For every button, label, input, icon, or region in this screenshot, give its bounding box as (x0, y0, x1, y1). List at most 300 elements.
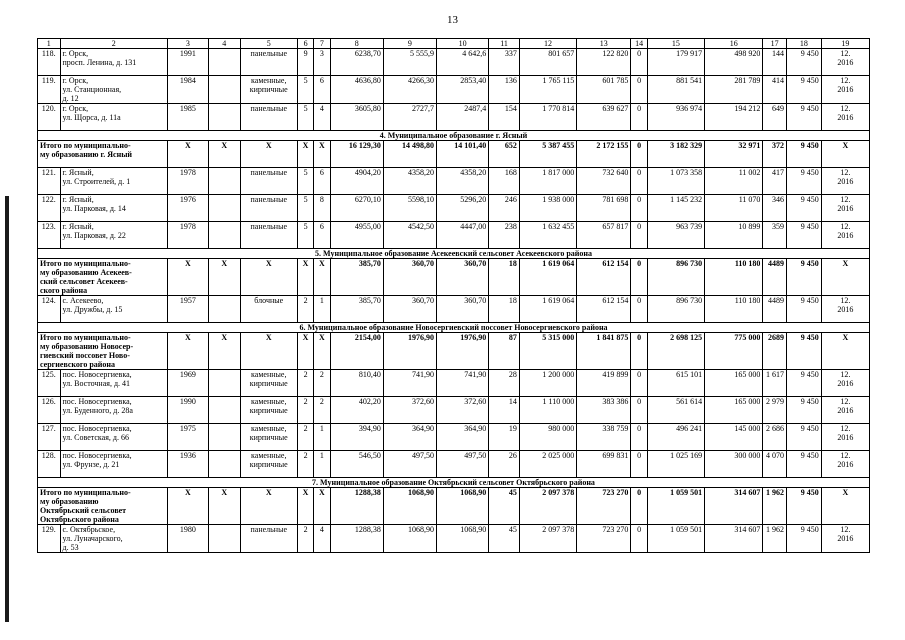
table-cell: 612 154 (577, 296, 631, 323)
table-cell: 1 938 000 (519, 195, 576, 222)
subtotal-cell: X (240, 333, 297, 370)
table-cell: 360,70 (383, 296, 436, 323)
table-cell: каменные, кирпичные (240, 397, 297, 424)
table-cell: 4358,20 (437, 168, 489, 195)
table-cell: 2 097 378 (519, 525, 576, 553)
subtotal-row (38, 141, 870, 168)
subtotal-cell: 360,70 (383, 259, 436, 296)
table-cell: 639 627 (577, 104, 631, 131)
table-cell: 136 (489, 76, 520, 104)
table-cell: 1 817 000 (519, 168, 576, 195)
subtotal-cell: X (314, 333, 330, 370)
subtotal-cell: 0 (631, 488, 647, 525)
column-number: 1 (38, 39, 61, 49)
page-number: 13 (447, 14, 458, 26)
address-cell: с. Октябрьское, ул. Луначарского, д. 53 (60, 525, 167, 553)
subtotal-cell: X (208, 141, 240, 168)
address-cell: пос. Новосергиевка, ул. Советская, д. 66 (60, 424, 167, 451)
table-cell: 0 (631, 424, 647, 451)
table-cell: 12. 2016 (821, 195, 869, 222)
address-cell: г. Орск, ул. Щорса, д. 11а (60, 104, 167, 131)
table-cell: 810,40 (330, 370, 383, 397)
column-number: 8 (330, 39, 383, 49)
table-row (38, 525, 870, 553)
column-number: 7 (314, 39, 330, 49)
table-cell: 1 110 000 (519, 397, 576, 424)
table-cell: 122. (38, 195, 61, 222)
subtotal-cell: X (314, 488, 330, 525)
table-cell: панельные (240, 195, 297, 222)
subtotal-cell: 2 172 155 (577, 141, 631, 168)
table-cell: каменные, кирпичные (240, 424, 297, 451)
table-cell: 497,50 (383, 451, 436, 478)
subtotal-cell: X (314, 141, 330, 168)
table-cell: 936 974 (647, 104, 704, 131)
table-cell: 0 (631, 397, 647, 424)
table-cell: 781 698 (577, 195, 631, 222)
table-cell: 394,90 (330, 424, 383, 451)
table-cell: 9 450 (786, 296, 821, 323)
subtotal-cell: 1288,38 (330, 488, 383, 525)
subtotal-cell: 652 (489, 141, 520, 168)
column-number: 9 (383, 39, 436, 49)
table-cell: 2 (297, 451, 313, 478)
column-number: 13 (577, 39, 631, 49)
table-cell: 6270,10 (330, 195, 383, 222)
address-cell: пос. Новосергиевка, ул. Буденного, д. 28а (60, 397, 167, 424)
table-cell: 1 059 501 (647, 525, 704, 553)
table-cell: 9 450 (786, 424, 821, 451)
table-cell: 12. 2016 (821, 168, 869, 195)
table-cell: 4 070 (763, 451, 787, 478)
table-cell: 2 (314, 397, 330, 424)
table-cell: 4904,20 (330, 168, 383, 195)
table-cell: 12. 2016 (821, 222, 869, 249)
table-cell: 154 (489, 104, 520, 131)
subtotal-cell: 45 (489, 488, 520, 525)
table-cell (208, 451, 240, 478)
table-cell: 498 920 (705, 49, 763, 76)
column-number: 15 (647, 39, 704, 49)
table-cell: 194 212 (705, 104, 763, 131)
table-cell: 2487,4 (437, 104, 489, 131)
table-cell: 26 (489, 451, 520, 478)
table-row (38, 49, 870, 76)
table-cell: 0 (631, 222, 647, 249)
table-cell: 0 (631, 525, 647, 553)
subtotal-cell: 5 315 000 (519, 333, 576, 370)
table-cell: 402,20 (330, 397, 383, 424)
subtotal-cell: 314 607 (705, 488, 763, 525)
table-cell: 2 (297, 370, 313, 397)
subtotal-cell: X (821, 333, 869, 370)
column-number: 11 (489, 39, 520, 49)
table-cell: каменные, кирпичные (240, 451, 297, 478)
table-row (38, 424, 870, 451)
subtotal-cell: X (821, 259, 869, 296)
table-cell: 12. 2016 (821, 296, 869, 323)
subtotal-cell: X (167, 141, 208, 168)
table-cell: панельные (240, 104, 297, 131)
table-cell: 419 899 (577, 370, 631, 397)
table-cell: 1936 (167, 451, 208, 478)
address-cell: г. Ясный, ул. Парковая, д. 14 (60, 195, 167, 222)
subtotal-cell: 385,70 (330, 259, 383, 296)
table-cell (208, 49, 240, 76)
table-cell: 2 686 (763, 424, 787, 451)
table-cell: 615 101 (647, 370, 704, 397)
subtotal-cell: X (240, 141, 297, 168)
subtotal-cell: 1976,90 (437, 333, 489, 370)
table-cell: 881 541 (647, 76, 704, 104)
table-cell: 2 (297, 296, 313, 323)
subtotal-cell: 1 059 501 (647, 488, 704, 525)
table-cell: 125. (38, 370, 61, 397)
subtotal-cell: X (208, 333, 240, 370)
subtotal-cell: 1976,90 (383, 333, 436, 370)
column-number: 16 (705, 39, 763, 49)
table-cell: 1980 (167, 525, 208, 553)
table-cell: 337 (489, 49, 520, 76)
table-cell: 417 (763, 168, 787, 195)
section-heading-row (38, 323, 870, 333)
subtotal-cell: 9 450 (786, 141, 821, 168)
table-cell: 5 (297, 195, 313, 222)
table-row (38, 296, 870, 323)
table-cell: 9 450 (786, 222, 821, 249)
table-cell: каменные, кирпичные (240, 76, 297, 104)
subtotal-cell: 896 730 (647, 259, 704, 296)
table-cell: 3 (314, 49, 330, 76)
table-cell: 5 (297, 76, 313, 104)
subtotal-row (38, 488, 870, 525)
table-cell: 0 (631, 451, 647, 478)
table-cell: 372,60 (437, 397, 489, 424)
table-cell: 5 (297, 168, 313, 195)
column-number: 17 (763, 39, 787, 49)
subtotal-cell: 1 841 875 (577, 333, 631, 370)
table-cell: 179 917 (647, 49, 704, 76)
subtotal-cell: X (314, 259, 330, 296)
table-cell: 0 (631, 296, 647, 323)
subtotal-cell: 9 450 (786, 488, 821, 525)
table-cell: 1 (314, 424, 330, 451)
table-cell: 1991 (167, 49, 208, 76)
subtotal-cell: 14 498,80 (383, 141, 436, 168)
subtotal-cell: 110 180 (705, 259, 763, 296)
table-cell: 6 (314, 222, 330, 249)
table-cell: 980 000 (519, 424, 576, 451)
column-number: 10 (437, 39, 489, 49)
table-cell: 5598,10 (383, 195, 436, 222)
table-cell: 561 614 (647, 397, 704, 424)
table-cell: 9 450 (786, 195, 821, 222)
table-cell: панельные (240, 222, 297, 249)
table-row (38, 222, 870, 249)
table-cell: 3605,80 (330, 104, 383, 131)
column-number: 5 (240, 39, 297, 49)
subtotal-cell: X (821, 488, 869, 525)
table-cell (208, 195, 240, 222)
table-cell: 1 770 814 (519, 104, 576, 131)
subtotal-label: Итого по муниципально- му образованию Асекеев- ский сельсовет Асекеев- ского района (38, 259, 168, 296)
subtotal-cell: 9 450 (786, 259, 821, 296)
subtotal-cell: X (167, 488, 208, 525)
subtotal-cell: 775 000 (705, 333, 763, 370)
table-cell: 4542,50 (383, 222, 436, 249)
table-cell: 110 180 (705, 296, 763, 323)
table-cell: 9 450 (786, 49, 821, 76)
table-cell: 723 270 (577, 525, 631, 553)
table-cell: 657 817 (577, 222, 631, 249)
address-cell: с. Асекеево, ул. Дружбы, д. 15 (60, 296, 167, 323)
table-row (38, 397, 870, 424)
table-cell: 2 025 000 (519, 451, 576, 478)
table-cell: 1068,90 (437, 525, 489, 553)
table-cell: 124. (38, 296, 61, 323)
table-cell: 896 730 (647, 296, 704, 323)
table-cell: 121. (38, 168, 61, 195)
table-cell: 1984 (167, 76, 208, 104)
table-cell: 1 617 (763, 370, 787, 397)
table-cell: 12. 2016 (821, 76, 869, 104)
subtotal-cell: 2 698 125 (647, 333, 704, 370)
table-cell: 372,60 (383, 397, 436, 424)
table-cell: 9 450 (786, 76, 821, 104)
subtotal-cell: 1068,90 (383, 488, 436, 525)
table-cell: 364,90 (383, 424, 436, 451)
subtotal-cell: 1 962 (763, 488, 787, 525)
table-cell: 9 450 (786, 397, 821, 424)
table-cell: 601 785 (577, 76, 631, 104)
table-cell: панельные (240, 525, 297, 553)
subtotal-cell: X (167, 259, 208, 296)
table-cell: 12. 2016 (821, 104, 869, 131)
table-cell: 127. (38, 424, 61, 451)
table-cell: 9 (297, 49, 313, 76)
table-cell: 4 (314, 104, 330, 131)
housing-repair-table (37, 38, 870, 553)
table-cell: 0 (631, 76, 647, 104)
table-cell (208, 525, 240, 553)
subtotal-cell: 612 154 (577, 259, 631, 296)
table-cell: 1 (314, 451, 330, 478)
subtotal-cell: X (208, 488, 240, 525)
table-cell: 28 (489, 370, 520, 397)
subtotal-cell: 372 (763, 141, 787, 168)
table-cell: 14 (489, 397, 520, 424)
column-number: 18 (786, 39, 821, 49)
table-cell: 2 (314, 370, 330, 397)
table-cell: 801 657 (519, 49, 576, 76)
table-cell: каменные, кирпичные (240, 370, 297, 397)
subtotal-cell: X (297, 488, 313, 525)
table-cell: 0 (631, 49, 647, 76)
address-cell: г. Орск, просп. Ленина, д. 131 (60, 49, 167, 76)
table-cell: 4358,20 (383, 168, 436, 195)
table-cell: 10 899 (705, 222, 763, 249)
table-cell: 1 (314, 296, 330, 323)
subtotal-cell: 14 101,40 (437, 141, 489, 168)
table-cell: 1969 (167, 370, 208, 397)
subtotal-cell: 18 (489, 259, 520, 296)
table-cell: 9 450 (786, 451, 821, 478)
table-cell: 165 000 (705, 370, 763, 397)
table-cell: блочные (240, 296, 297, 323)
table-cell: 12. 2016 (821, 49, 869, 76)
table-cell: 741,90 (383, 370, 436, 397)
table-cell: 12. 2016 (821, 397, 869, 424)
column-number: 2 (60, 39, 167, 49)
table-cell: 649 (763, 104, 787, 131)
table-cell: 314 607 (705, 525, 763, 553)
section-heading: 5. Муниципальное образование Асекеевский сельсовет Асекеевского района (38, 249, 870, 259)
subtotal-cell: 2 097 378 (519, 488, 576, 525)
section-heading: 7. Муниципальное образование Октябрьский сельсовет Октябрьского района (38, 478, 870, 488)
table-cell (208, 104, 240, 131)
table-cell: 1288,38 (330, 525, 383, 553)
table-cell: 1 765 115 (519, 76, 576, 104)
table-cell: 0 (631, 370, 647, 397)
subtotal-cell: 9 450 (786, 333, 821, 370)
scan-edge-bar (5, 196, 9, 622)
subtotal-cell: 3 182 329 (647, 141, 704, 168)
subtotal-cell: 87 (489, 333, 520, 370)
subtotal-cell: X (240, 259, 297, 296)
table-cell: 19 (489, 424, 520, 451)
column-number: 6 (297, 39, 313, 49)
table-cell: 2 979 (763, 397, 787, 424)
column-number: 14 (631, 39, 647, 49)
table-cell: 18 (489, 296, 520, 323)
table-cell: 546,50 (330, 451, 383, 478)
table-cell: 165 000 (705, 397, 763, 424)
table-cell: 732 640 (577, 168, 631, 195)
table-cell: 1985 (167, 104, 208, 131)
table-cell (208, 76, 240, 104)
table-cell: 497,50 (437, 451, 489, 478)
table-row (38, 76, 870, 104)
table-cell: 383 386 (577, 397, 631, 424)
table-cell: 0 (631, 195, 647, 222)
table-cell: 1 025 169 (647, 451, 704, 478)
table-cell: 4447,00 (437, 222, 489, 249)
table-cell (208, 397, 240, 424)
subtotal-cell: X (297, 333, 313, 370)
table-cell: 2 (297, 424, 313, 451)
table-cell: 4266,30 (383, 76, 436, 104)
section-heading: 6. Муниципальное образование Новосергиевский поссовет Новосергиевского района (38, 323, 870, 333)
subtotal-label: Итого по муниципально- му образованию Октябрьский сельсовет Октябрьского района (38, 488, 168, 525)
table-cell: 9 450 (786, 370, 821, 397)
subtotal-cell: 0 (631, 141, 647, 168)
table-cell: 4489 (763, 296, 787, 323)
table-row (38, 370, 870, 397)
table-row (38, 168, 870, 195)
table-cell: 300 000 (705, 451, 763, 478)
table-cell: 1978 (167, 168, 208, 195)
table-cell: 8 (314, 195, 330, 222)
table-cell (208, 296, 240, 323)
subtotal-cell: 0 (631, 259, 647, 296)
table-cell: 741,90 (437, 370, 489, 397)
subtotal-cell: 2689 (763, 333, 787, 370)
address-cell: г. Ясный, ул. Парковая, д. 22 (60, 222, 167, 249)
subtotal-cell: 1 619 064 (519, 259, 576, 296)
table-row (38, 104, 870, 131)
table-cell: 1 619 064 (519, 296, 576, 323)
table-cell: 2 (297, 525, 313, 553)
table-cell: 12. 2016 (821, 451, 869, 478)
subtotal-cell: X (297, 141, 313, 168)
table-cell: 0 (631, 104, 647, 131)
table-cell: 12. 2016 (821, 424, 869, 451)
table-cell: 4 (314, 525, 330, 553)
table-cell: 414 (763, 76, 787, 104)
subtotal-cell: X (167, 333, 208, 370)
section-heading-row (38, 249, 870, 259)
subtotal-cell: X (821, 141, 869, 168)
table-cell: 5 555,9 (383, 49, 436, 76)
table-cell: 699 831 (577, 451, 631, 478)
subtotal-cell: 360,70 (437, 259, 489, 296)
table-row (38, 451, 870, 478)
table-cell: 1975 (167, 424, 208, 451)
table-cell (208, 222, 240, 249)
column-number-row (38, 39, 870, 49)
table-cell: 346 (763, 195, 787, 222)
subtotal-cell: X (208, 259, 240, 296)
table-cell: 144 (763, 49, 787, 76)
table-cell: 5296,20 (437, 195, 489, 222)
table-cell: 359 (763, 222, 787, 249)
table-cell: 11 070 (705, 195, 763, 222)
column-number: 4 (208, 39, 240, 49)
subtotal-row (38, 259, 870, 296)
table-cell: 1990 (167, 397, 208, 424)
table-cell: 238 (489, 222, 520, 249)
table-cell: 1 200 000 (519, 370, 576, 397)
table-cell: 1976 (167, 195, 208, 222)
table-cell: 364,90 (437, 424, 489, 451)
table-cell: 281 789 (705, 76, 763, 104)
table-cell: 385,70 (330, 296, 383, 323)
table-cell: 4636,80 (330, 76, 383, 104)
section-heading-row (38, 478, 870, 488)
section-heading-row (38, 131, 870, 141)
address-cell: пос. Новосергиевка, ул. Фрунзе, д. 21 (60, 451, 167, 478)
subtotal-cell: 32 971 (705, 141, 763, 168)
subtotal-cell: 4489 (763, 259, 787, 296)
table-cell: панельные (240, 168, 297, 195)
table-cell: 1 632 455 (519, 222, 576, 249)
section-heading: 4. Муниципальное образование г. Ясный (38, 131, 870, 141)
table-cell: 6 (314, 76, 330, 104)
subtotal-label: Итого по муниципально- му образованию г. Ясный (38, 141, 168, 168)
table-cell: 119. (38, 76, 61, 104)
table-cell: 9 450 (786, 104, 821, 131)
table-cell: 120. (38, 104, 61, 131)
table-cell: 5 (297, 104, 313, 131)
table-cell: 6238,70 (330, 49, 383, 76)
table-cell (208, 168, 240, 195)
column-number: 19 (821, 39, 869, 49)
table-cell (208, 424, 240, 451)
subtotal-row (38, 333, 870, 370)
subtotal-cell: 5 387 455 (519, 141, 576, 168)
address-cell: пос. Новосергиевка, ул. Восточная, д. 41 (60, 370, 167, 397)
column-number: 3 (167, 39, 208, 49)
